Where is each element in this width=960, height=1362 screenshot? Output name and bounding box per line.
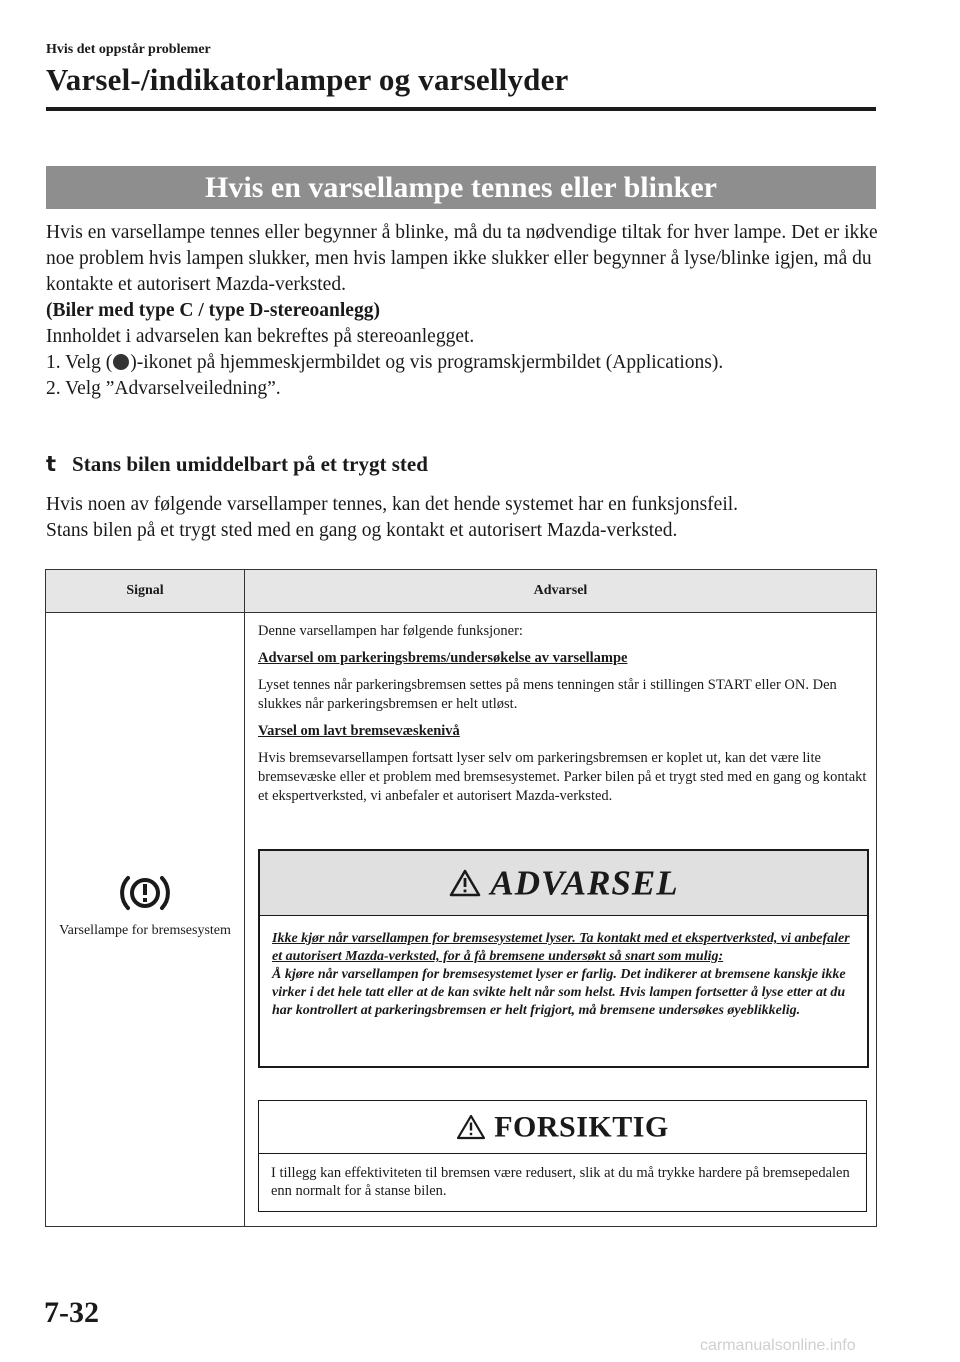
- applications-icon: [113, 354, 129, 370]
- intro-step-2: 2. Velg ”Advarselveiledning”.: [46, 378, 281, 399]
- bullet-marker: t: [46, 452, 57, 476]
- warning-triangle-icon: [448, 868, 482, 898]
- signal-label: Varsellampe for bremsesystem: [59, 923, 231, 938]
- subsection-heading-text: Stans bilen umiddelbart på et trygt sted: [72, 452, 428, 476]
- page-title: Varsel-/indikatorlamper og varsellyder: [46, 62, 569, 97]
- warning-box-header: [260, 851, 867, 916]
- subsection-line-2: Stans bilen på et trygt sted med en gang og kontakt et autorisert Mazda-verksted.: [46, 520, 678, 541]
- intro-paragraph: Hvis en varsellampe tennes eller begynner å blinke, må du ta nødvendige tiltak for hver lampe. Det er ikke noe problem hvis lampen slukker, men hvis lampen ikke slukker eller begynner å lyse/blinke igjen, må du kontakte et autorisert Mazda-verksted.: [46, 222, 878, 295]
- warning-underlined-text: Ikke kjør når varsellampen for bremsesystemet lyser. Ta kontakt med et ekspertverksted, vi anbefaler et autorisert Mazda-verksted, for å få bremsene undersøkt så snart som mulig:: [272, 931, 850, 964]
- watermark: carmanualsonline.info: [700, 1337, 856, 1354]
- description-intro: Denne varsellampen har følgende funksjoner:: [258, 623, 523, 639]
- brake-warning-icon: [116, 870, 174, 916]
- title-rule: [46, 107, 876, 111]
- page-number: 7-32: [44, 1296, 99, 1329]
- caution-triangle-icon: [456, 1114, 486, 1140]
- intro-stereo-note: (Biler med type C / type D-stereoanlegg): [46, 300, 380, 321]
- warning-body: [260, 916, 867, 1020]
- subsection-text: [46, 492, 896, 544]
- intro-confirm-text: Innholdet i advarselen kan bekreftes på stereoanlegget.: [46, 326, 475, 347]
- subsection-line-1: Hvis noen av følgende varsellamper tennes, kan det hende systemet har en funksjonsfeil.: [46, 494, 739, 515]
- function-text-parking-brake: Lyset tennes når parkeringsbremsen settes på mens tenningen står i stillingen START eller ON. Den slukkes når parkeringsbremsen er helt utløst.: [258, 677, 837, 712]
- column-header-signal: Signal: [46, 570, 245, 612]
- warning-table: [45, 569, 877, 1227]
- caution-title: FORSIKTIG: [494, 1110, 669, 1144]
- step1-prefix: 1. Velg (: [46, 352, 113, 373]
- function-heading-brake-fluid: Varsel om lavt bremsevæskenivå: [258, 723, 460, 739]
- step1-suffix: )-ikonet på hjemmeskjermbildet og vis programskjermbildet (Applications).: [130, 352, 724, 373]
- column-divider: [244, 612, 245, 1226]
- warning-box: [258, 849, 869, 1068]
- column-header-warning: Advarsel: [533, 583, 588, 598]
- warning-text: Å kjøre når varsellampen for bremsesystemet lyser er farlig. Det indikerer at bremsene kanskje ikke virker i det hele tatt eller at de kan svikte helt når som helst. Hvis lampen fortsetter å lyse etter at du har kontrollert at parkeringsbremsen er helt frigjort, må bremsene undersøkes øyeblikkelig.: [272, 967, 846, 1018]
- section-label: Hvis det oppstår problemer: [46, 42, 211, 57]
- table-header: [46, 570, 876, 613]
- signal-cell: [46, 870, 244, 940]
- function-text-brake-fluid: Hvis bremsevarsellampen fortsatt lyser selv om parkeringsbremsen er koplet ut, kan det være lite bremsevæske eller et problem med bremsesystemet. Parker bilen på et trygt sted med en gang og kontakt et ekspertverksted, vi anbefaler et autorisert Mazda-verksted.: [258, 750, 867, 804]
- caution-box: [258, 1100, 867, 1212]
- subsection-heading: [46, 452, 428, 477]
- function-heading-parking-brake: Advarsel om parkeringsbrems/undersøkelse av varsellampe: [258, 650, 628, 666]
- section-banner: Hvis en varsellampe tennes eller blinker: [46, 166, 876, 209]
- warning-title: ADVARSEL: [490, 863, 679, 903]
- caution-text: I tillegg kan effektiviteten til bremsen være redusert, slik at du må trykke hardere på bremsepedalen enn normalt for å stanse bilen.: [271, 1165, 850, 1199]
- warning-description: [258, 622, 868, 814]
- intro-text: [46, 220, 886, 402]
- caution-box-header: [259, 1101, 866, 1154]
- intro-step-1: [46, 350, 886, 376]
